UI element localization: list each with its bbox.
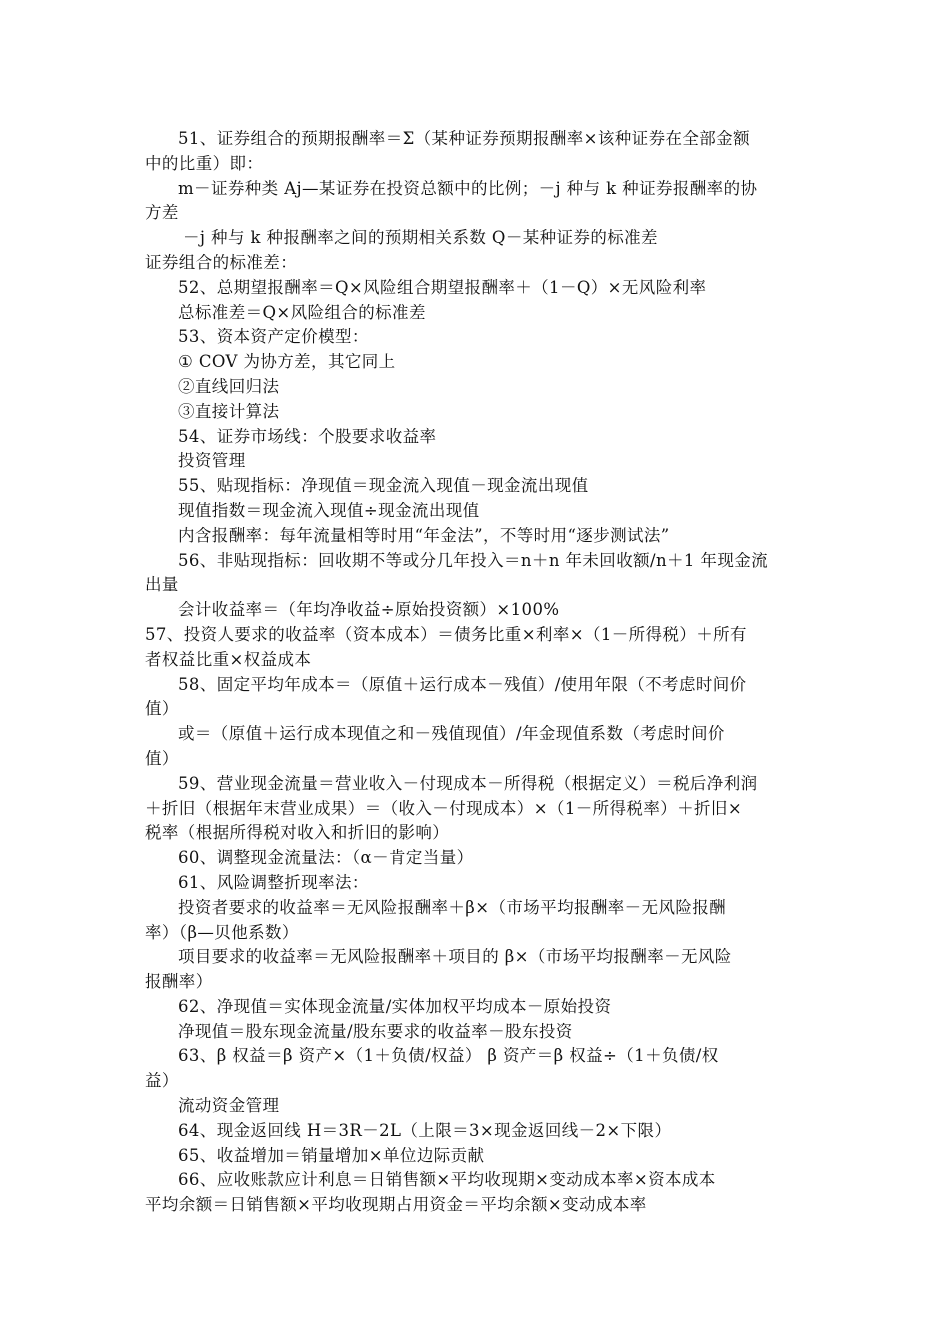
- text-line-58: 58、固定平均年成本＝（原值＋运行成本－残值）/使用年限（不考虑时间价: [178, 674, 747, 694]
- text-line-66: 66、应收账款应计利息＝日销售额×平均收现期×变动成本率×资本成本: [178, 1170, 716, 1190]
- section-heading: 流动资金管理: [178, 1096, 280, 1116]
- text-line-55: 55、贴现指标：净现值＝现金流入现值－现金流出现值: [178, 476, 589, 496]
- text-line: 率）（β—贝他系数）: [145, 922, 299, 942]
- text-line: 现值指数＝现金流入现值÷现金流出现值: [178, 500, 480, 520]
- text-line: 净现值＝股东现金流量/股东要求的收益率－股东投资: [178, 1021, 573, 1041]
- text-line: 税率（根据所得税对收入和折旧的影响）: [145, 823, 450, 843]
- text-line: 出量: [145, 575, 179, 595]
- text-line-52: 52、总期望报酬率＝Q×风险组合期望报酬率＋（1－Q）×无风险利率: [178, 277, 707, 297]
- document-body: [0, 127, 950, 1218]
- text-line-61: 61、风险调整折现率法：: [178, 872, 369, 892]
- text-line: 值）: [145, 699, 179, 719]
- text-line: ②直线回归法: [178, 376, 280, 396]
- text-line: 平均余额＝日销售额×平均收现期占用资金＝平均余额×变动成本率: [145, 1195, 647, 1215]
- text-line-57: 57、投资人要求的收益率（资本成本）＝债务比重×利率×（1－所得税）＋所有: [145, 624, 747, 644]
- text-line-51: 51、证券组合的预期报酬率＝Σ（某种证券预期报酬率×该种证券在全部金额: [178, 129, 750, 148]
- text-line: 项目要求的收益率＝无风险报酬率＋项目的 β×（市场平均报酬率－无风险: [178, 947, 732, 967]
- text-line-64: 64、现金返回线 H＝3R－2L（上限＝3×现金返回线－2×下限）: [178, 1120, 672, 1140]
- text-line: 方差: [145, 203, 179, 223]
- section-heading: 投资管理: [178, 451, 246, 471]
- text-line: 值）: [145, 748, 179, 768]
- text-line: 者权益比重×权益成本: [145, 649, 312, 669]
- text-line: 益）: [145, 1071, 179, 1091]
- text-line-65: 65、收益增加＝销量增加×单位边际贡献: [178, 1145, 485, 1165]
- text-line: 会计收益率＝（年均净收益÷原始投资额）×100%: [178, 600, 560, 620]
- text-line-59: 59、营业现金流量＝营业收入－付现成本－所得税（根据定义）＝税后净利润: [178, 773, 758, 793]
- text-line-56: 56、非贴现指标：回收期不等或分几年投入＝n＋n 年未回收额/n＋1 年现金流: [178, 550, 769, 570]
- text-line: m－证券种类 Aj—某证券在投资总额中的比例；－j 种与 k 种证券报酬率的协: [178, 178, 758, 198]
- text-line: 中的比重）即：: [145, 153, 264, 173]
- text-line: 报酬率）: [145, 972, 213, 992]
- text-line: ＋折旧（根据年末营业成果）＝（收入－付现成本）×（1－所得税率）＋折旧×: [145, 798, 743, 818]
- text-line: 总标准差＝Q×风险组合的标准差: [178, 302, 426, 322]
- text-line-54: 54、证券市场线：个股要求收益率: [178, 426, 437, 446]
- text-line: ① COV 为协方差，其它同上: [178, 352, 396, 372]
- text-line-53: 53、资本资产定价模型：: [178, 327, 369, 347]
- text-line-63: 63、β 权益＝β 资产×（1＋负债/权益） β 资产＝β 权益÷（1＋负债/权: [178, 1046, 719, 1066]
- text-line: 内含报酬率：每年流量相等时用“年金法”，不等时用“逐步测试法”: [178, 525, 670, 545]
- text-line: 投资者要求的收益率＝无风险报酬率＋β×（市场平均报酬率－无风险报酬: [178, 897, 727, 917]
- text-line-60: 60、调整现金流量法：（α－肯定当量）: [178, 848, 474, 868]
- text-line: 或＝（原值＋运行成本现值之和－残值现值）/年金现值系数（考虑时间价: [178, 724, 725, 744]
- text-line: ③直接计算法: [178, 401, 280, 421]
- text-line: 证券组合的标准差：: [145, 252, 298, 272]
- text-line: －j 种与 k 种报酬率之间的预期相关系数 Q－某种证券的标准差: [183, 228, 658, 248]
- text-line-62: 62、净现值＝实体现金流量/实体加权平均成本－原始投资: [178, 996, 612, 1016]
